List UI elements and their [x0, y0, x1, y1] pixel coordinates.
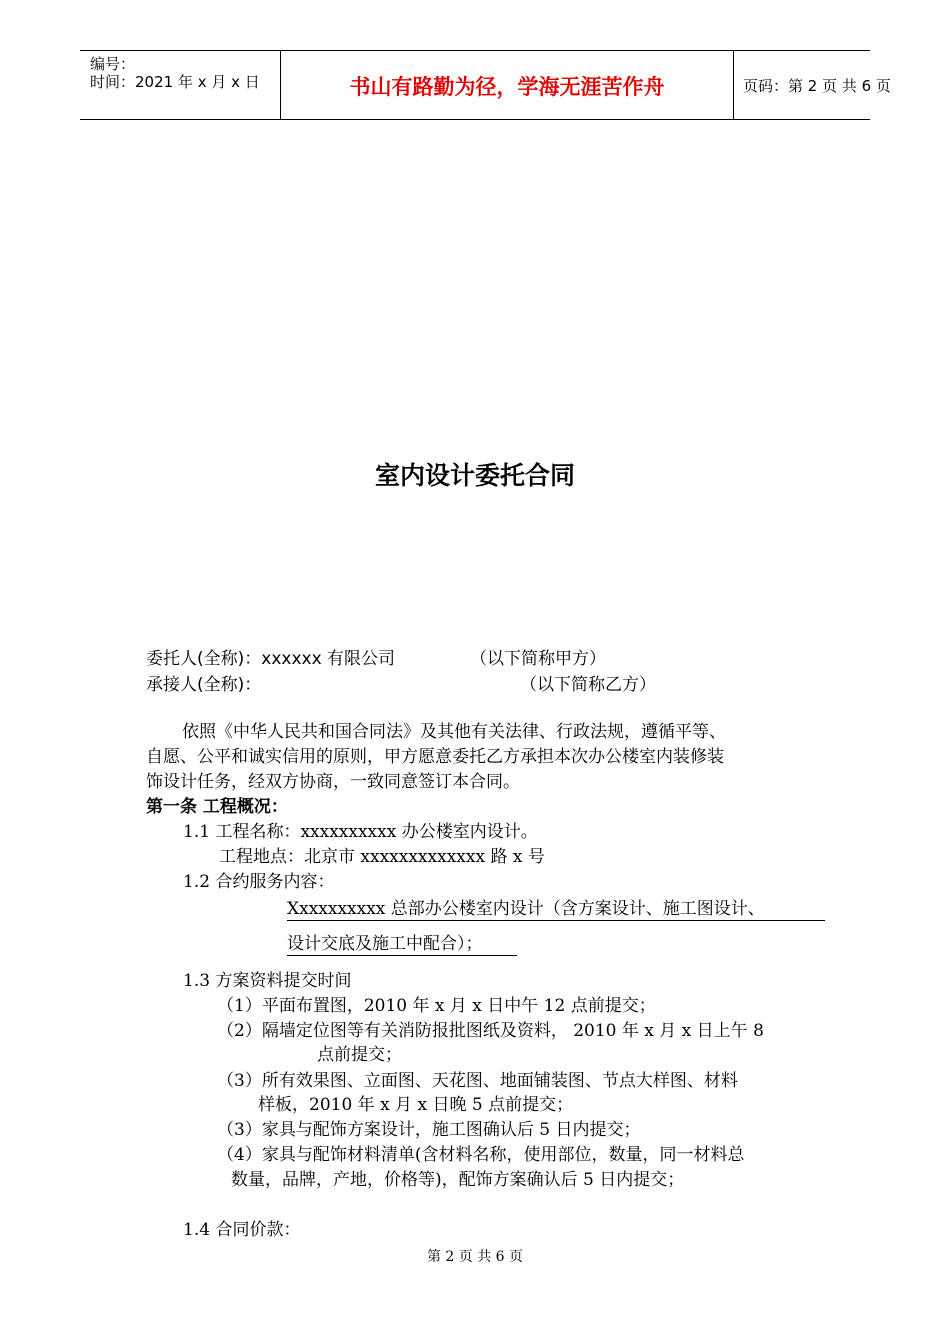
service-content-line-1: Xxxxxxxxxx 总部办公楼室内设计（含方案设计、施工图设计、 — [287, 899, 765, 919]
document-title: 室内设计委托合同 — [374, 461, 575, 490]
item-1-2-service: 1.2 合约服务内容： — [183, 872, 335, 892]
header-motto: 书山有路勤为径，学海无涯苦作舟 — [349, 75, 665, 99]
header-page-info: 页码：第 2 页 共 6 页 — [743, 77, 891, 95]
item-1-3-schedule: 1.3 方案资料提交时间 — [183, 971, 352, 991]
schedule-item-3: （3）所有效果图、立面图、天花图、地面铺装图、节点大样图、材料 — [217, 1071, 738, 1091]
header-page-cell — [733, 51, 891, 119]
header-meta-cell — [80, 51, 280, 119]
service-underline-2 — [287, 955, 517, 956]
schedule-item-1: （1）平面布置图，2010 年 x 月 x 日中午 12 点前提交； — [217, 996, 656, 1016]
intro-line-2: 自愿、公平和诚实信用的原则，甲方愿意委托乙方承担本次办公楼室内装修装 — [146, 747, 724, 767]
contractor-party: 承接人(全称)： — [146, 675, 262, 695]
document-number-label: 编号： — [90, 55, 136, 73]
service-content-line-2: 设计交底及施工中配合）； — [287, 934, 483, 954]
item-1-1-project-name: 1.1 工程名称：xxxxxxxxxx 办公楼室内设计。 — [183, 822, 538, 842]
intro-line-1: 依照《中华人民共和国合同法》及其他有关法律、行政法规，遵循平等、 — [182, 722, 726, 742]
service-underline-1 — [287, 920, 825, 921]
schedule-item-2-cont: 点前提交； — [317, 1045, 402, 1065]
client-party: 委托人(全称)：xxxxxx 有限公司 — [146, 649, 396, 669]
item-1-1-project-location: 工程地点：北京市 xxxxxxxxxxxxx 路 x 号 — [219, 847, 545, 867]
schedule-item-5-cont: 数量，品牌，产地，价格等)，配饰方案确认后 5 日内提交； — [231, 1170, 685, 1190]
page-header — [80, 50, 891, 120]
intro-line-3: 饰设计任务，经双方协商，一致同意签订本合同。 — [146, 772, 520, 792]
client-party-note: （以下简称甲方） — [470, 649, 606, 669]
article-1-heading: 第一条 工程概况： — [146, 797, 288, 817]
schedule-item-5: （4）家具与配饰材料清单(含材料名称，使用部位，数量，同一材料总 — [217, 1145, 745, 1165]
header-motto-cell — [280, 51, 734, 119]
contractor-party-note: （以下简称乙方） — [520, 675, 656, 695]
page-footer: 第 2 页 共 6 页 — [426, 1249, 524, 1265]
schedule-item-4: （3）家具与配饰方案设计，施工图确认后 5 日内提交； — [217, 1120, 641, 1140]
schedule-item-3-cont: 样板，2010 年 x 月 x 日晚 5 点前提交； — [258, 1095, 574, 1115]
schedule-item-2: （2）隔墙定位图等有关消防报批图纸及资料， 2010 年 x 月 x 日上午 8 — [217, 1021, 764, 1041]
item-1-4-price: 1.4 合同价款： — [183, 1220, 301, 1240]
document-date-label: 时间：2021 年 x 月 x 日 — [90, 73, 260, 91]
